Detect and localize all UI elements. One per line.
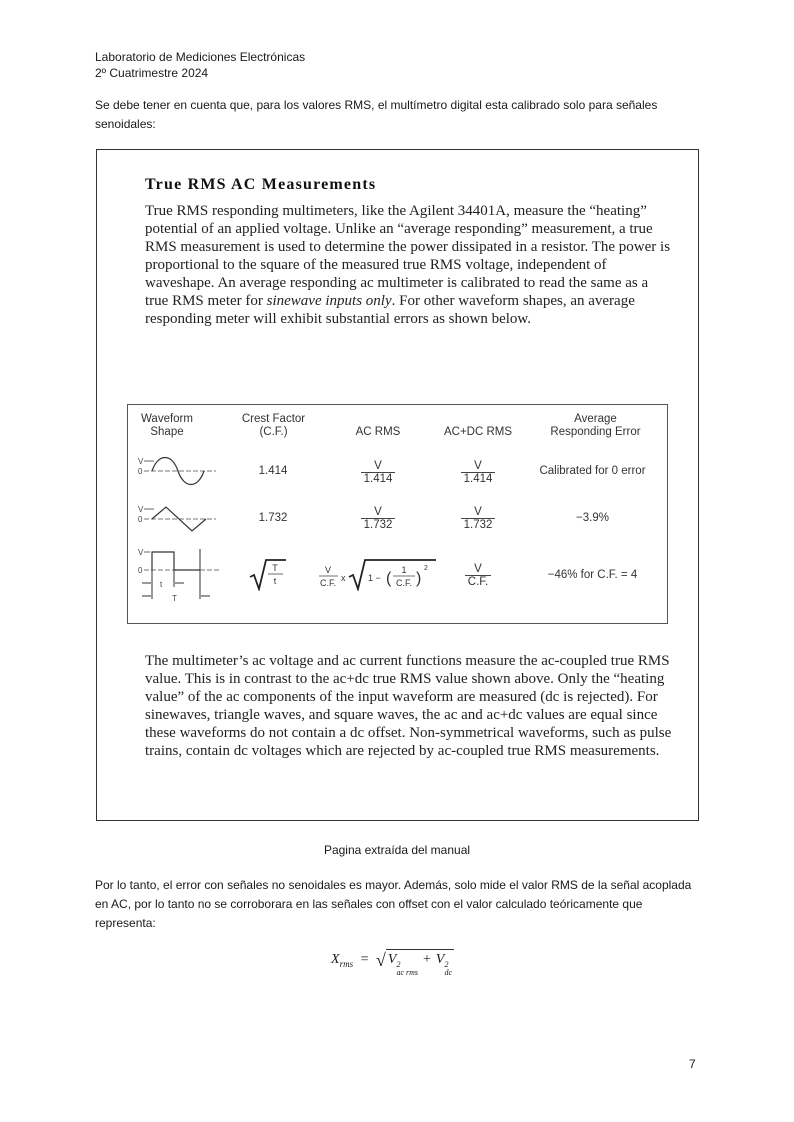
frac-num: V bbox=[374, 506, 382, 518]
pulse-wave-icon bbox=[138, 547, 223, 603]
frac-num: V bbox=[374, 460, 382, 472]
frac-den: C.F. bbox=[319, 578, 337, 588]
triangle-wave-icon bbox=[138, 503, 218, 533]
frac-den: t bbox=[273, 576, 277, 586]
svg-text:V: V bbox=[138, 548, 144, 557]
header-text: Shape bbox=[150, 426, 184, 438]
svg-text:V: V bbox=[138, 457, 144, 466]
svg-text:0: 0 bbox=[138, 515, 143, 524]
header-text: (C.F.) bbox=[259, 426, 288, 438]
sine-wave-icon bbox=[138, 455, 218, 485]
header-crest-factor bbox=[226, 413, 321, 439]
error-triangle: −3.9% bbox=[576, 512, 609, 524]
frac-den: 1.414 bbox=[361, 472, 396, 485]
frac-den: C.F. bbox=[465, 575, 491, 588]
conclusion-paragraph: Por lo tanto, el error con señales no senoidales es mayor. Además, solo mide el valor RMS de la señal acoplada en AC, por lo tanto no se corroborara en las señales con offset con el valor calculado teóricamente que representa: bbox=[95, 878, 692, 930]
crest-factor-triangle: 1.732 bbox=[258, 512, 288, 524]
sup: 2 bbox=[444, 960, 449, 969]
svg-text:0: 0 bbox=[138, 467, 143, 476]
p1-italic: sinewave inputs only bbox=[266, 293, 392, 309]
formula-radicand bbox=[386, 949, 454, 977]
error-sine: Calibrated for 0 error bbox=[539, 465, 646, 477]
svg-text:V: V bbox=[138, 505, 144, 514]
header-waveform-shape bbox=[132, 413, 202, 439]
formula-lhs: X bbox=[331, 952, 340, 967]
sub: dc bbox=[444, 968, 453, 977]
formula-plus: + bbox=[423, 952, 431, 967]
svg-text:T: T bbox=[172, 594, 177, 603]
header-term: 2º Cuatrimestre 2024 bbox=[95, 66, 209, 80]
formula-equals: = bbox=[360, 952, 369, 967]
formula-lhs-sub: rms bbox=[339, 958, 354, 969]
header-text: Crest Factor bbox=[241, 413, 306, 425]
manual-paragraph-2: The multimeter’s ac voltage and ac current functions measure the ac-coupled true RMS value. This is in contrast to the ac+dc true RMS value shown above. Only the “heating value” of the ac components of the input waveform are measured (dc is rejected). For sinewaves, triangle waves, and square waves, the ac and ac+dc values are equal since these waveforms do not contain a dc offset. Non-symmetrical waveforms, such as pulse trains, contain dc voltages which are rejected by ac-coupled true RMS measurements. bbox=[145, 653, 672, 759]
formula-term2: V bbox=[435, 952, 445, 967]
page-header bbox=[95, 49, 305, 81]
ac-rms-triangle bbox=[343, 506, 413, 531]
frac-den: 1.414 bbox=[461, 472, 496, 485]
p1-text: True RMS responding multimeters, like the Agilent 34401A, measure the “heating” potential of an applied voltage. Unlike an “average responding” measurement, a true RMS measurement is used to determine the power dissipated in a resistor. The power is proportional to the square of the measured true RMS voltage, independent of waveshape. An average responding ac multimeter is calibrated to read the same as a true RMS meter for bbox=[145, 203, 671, 309]
header-text: Responding Error bbox=[550, 426, 641, 438]
frac-num: V bbox=[474, 563, 482, 575]
p1-text-end: . For other waveform shapes, an average responding meter will exhibit substantial errors as shown below. bbox=[145, 293, 635, 327]
frac-den: 1.732 bbox=[461, 518, 496, 531]
frac-num: V bbox=[474, 460, 482, 472]
manual-paragraph-1 bbox=[145, 202, 675, 328]
crest-factor-sine: 1.414 bbox=[258, 465, 288, 477]
acdc-rms-pulse bbox=[443, 563, 513, 588]
sup: 2 bbox=[396, 960, 401, 969]
exponent: 2 bbox=[424, 565, 428, 572]
sqrt-sign-icon: √ bbox=[375, 950, 386, 970]
acdc-rms-sine bbox=[443, 460, 513, 485]
manual-title: True RMS AC Measurements bbox=[145, 176, 377, 193]
header-text: Waveform bbox=[141, 413, 193, 425]
waveform-table bbox=[127, 404, 668, 624]
header-acdc-rms: AC+DC RMS bbox=[443, 426, 513, 438]
frac-num: V bbox=[474, 506, 482, 518]
sub: ac rms bbox=[396, 968, 418, 977]
formula-term1-scripts bbox=[396, 961, 418, 977]
times-sign: x bbox=[341, 573, 346, 583]
header-text: Average bbox=[574, 413, 617, 425]
rms-formula bbox=[331, 950, 454, 977]
intro-paragraph: Se debe tener en cuenta que, para los valores RMS, el multímetro digital esta calibrado solo para señales senoidales: bbox=[95, 98, 658, 131]
svg-text:0: 0 bbox=[138, 566, 143, 575]
svg-text:(: ( bbox=[386, 570, 392, 587]
svg-text:t: t bbox=[160, 580, 163, 589]
ac-rms-pulse bbox=[318, 557, 438, 591]
error-pulse: −46% for C.F. = 4 bbox=[547, 569, 638, 581]
header-ac-rms: AC RMS bbox=[355, 426, 401, 438]
header-course: Laboratorio de Mediciones Electrónicas bbox=[95, 50, 306, 64]
crest-factor-pulse bbox=[248, 557, 298, 591]
figure-caption: Pagina extraída del manual bbox=[323, 843, 471, 857]
frac-den: C.F. bbox=[395, 578, 413, 588]
formula-term1: V bbox=[387, 952, 397, 967]
formula-term2-scripts bbox=[444, 961, 452, 977]
header-avg-error bbox=[528, 413, 663, 439]
svg-text:): ) bbox=[416, 570, 422, 587]
acdc-rms-triangle bbox=[443, 506, 513, 531]
page-number: 7 bbox=[689, 1057, 696, 1071]
frac-num: V bbox=[324, 565, 332, 575]
ac-rms-sine bbox=[343, 460, 413, 485]
frac-den: 1.732 bbox=[361, 518, 396, 531]
frac-num: 1 bbox=[401, 565, 407, 575]
frac-num: T bbox=[272, 563, 278, 573]
one-minus: 1 − bbox=[368, 573, 381, 583]
manual-excerpt-figure bbox=[96, 149, 699, 821]
